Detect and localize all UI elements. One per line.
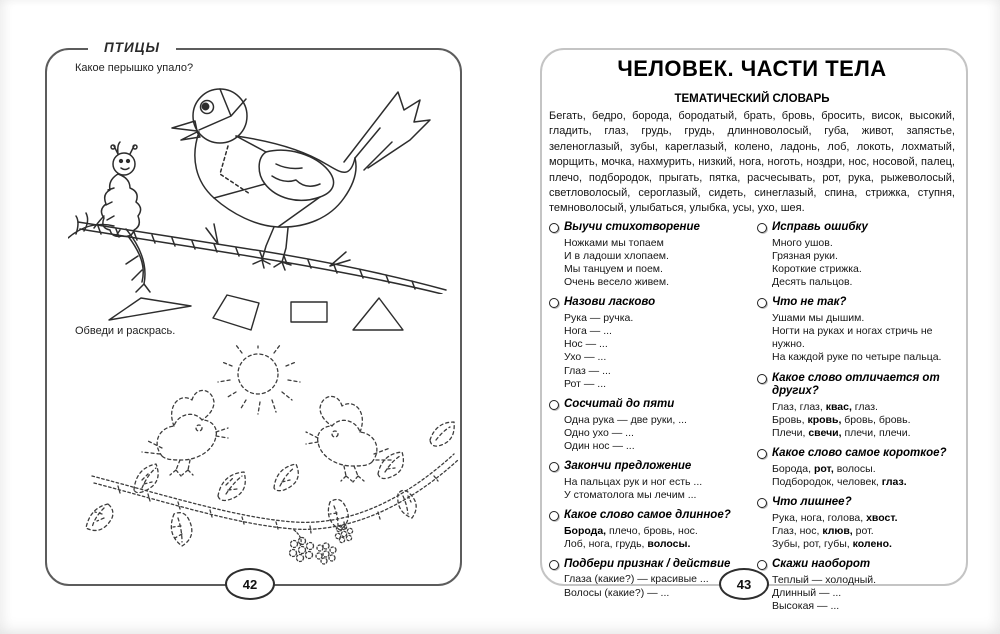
trace-picture-illustration (78, 344, 466, 570)
exercise-line: Мы танцуем и поем. (564, 262, 663, 275)
exercise-line: Плечи, свечи, плечи, плечи. (772, 427, 911, 440)
exercise-line: У стоматолога мы лечим ... (564, 488, 697, 501)
sun-rays (218, 345, 300, 414)
task-which-feather-fell: Какое перышко упало? (75, 62, 194, 74)
left-page-header: ПТИЦЫ (88, 39, 176, 57)
exercise-title (757, 296, 958, 310)
circle-bullet-icon (757, 449, 767, 459)
rectangle-shape (291, 302, 327, 322)
exercise-line: Одна рука — две руки, ... (564, 413, 687, 426)
task-trace-and-color: Обведи и раскрась. (75, 325, 176, 337)
exercise-line: Одно ухо — ... (564, 426, 634, 439)
exercise-line: На каждой руке по четыре пальца. (772, 351, 942, 364)
exercise-title-text: Сосчитай до пяти (564, 398, 675, 411)
circle-bullet-icon (549, 511, 559, 521)
exercise-section (757, 221, 958, 289)
exercise-section (549, 398, 750, 453)
exercises-column-left (549, 221, 750, 607)
exercise-title (549, 509, 750, 523)
exercise-line: Глаз, глаз, квас, глаз. (772, 400, 878, 413)
exercise-line: Ушами мы дышим. (772, 311, 865, 324)
exercise-line: Борода, плечо, бровь, нос. (564, 524, 698, 537)
exercise-title-text: Скажи наоборот (772, 558, 871, 571)
exercise-title (757, 221, 958, 235)
exercise-line: Глаза (какие?) — красивые ... (564, 573, 709, 586)
exercise-title (549, 558, 750, 572)
exercise-line: Теплый — холодный. (772, 573, 877, 586)
exercise-title-text: Что не так? (772, 296, 847, 309)
circle-bullet-icon (757, 374, 767, 384)
exercises-column-right (757, 221, 958, 620)
exercise-line: Зубы, рот, губы, колено. (772, 538, 892, 551)
exercise-title-text: Выучи стихотворение (564, 221, 700, 233)
exercise-title (757, 447, 958, 461)
exercise-line: Короткие стрижка. (772, 262, 862, 275)
exercise-line: Высокая — ... (772, 600, 840, 613)
exercise-title-text: Какое слово самое короткое? (772, 447, 947, 460)
circle-bullet-icon (549, 298, 559, 308)
exercise-section (549, 221, 750, 289)
exercise-line: Ножками мы топаем (564, 236, 664, 249)
exercise-title-text: Исправь ошибку (772, 221, 868, 233)
exercise-section (549, 296, 750, 391)
circle-bullet-icon (757, 223, 767, 233)
thematic-dictionary-text: Бегать, бедро, борода, бородатый, брать, бровь, бросить, висок, высокий, гладить, глаз, грудь, грудь, длинноволосый, губа, живот, запястье, зеленоглазый, зубы, кареглазый, колено, ладонь, лоб, локоть, лохматый, морщить, мочка, нахмурить, низкий, нога, ноготь, ноздри, нос, носовой, палец, плечо, подбородок, прыгать, пятка, расчесывать, рот, рука, рыжеволосый, светловолосый, сероглазый, сидеть, синеглазый, спина, стрижка, ступня, темноволосый, улыбаться, улыбка, усы, ухо, шея. (549, 110, 955, 215)
circle-bullet-icon (757, 498, 767, 508)
exercise-section (757, 558, 958, 613)
exercise-line: Десять пальцов. (772, 276, 853, 289)
exercise-section (757, 372, 958, 441)
exercise-line: Рука — ручка. (564, 311, 634, 324)
exercise-section (549, 509, 750, 551)
exercise-line: Рот — ... (564, 377, 607, 390)
exercise-line: Нос — ... (564, 338, 608, 351)
right-page-title: ЧЕЛОВЕК. ЧАСТИ ТЕЛА (617, 56, 887, 81)
exercise-title (549, 296, 750, 310)
exercise-section (549, 460, 750, 502)
circle-bullet-icon (549, 400, 559, 410)
exercise-title (757, 496, 958, 510)
exercise-line: Один нос — ... (564, 439, 635, 452)
exercise-line: Ухо — ... (564, 351, 607, 364)
exercise-line: Борода, рот, волосы. (772, 462, 876, 475)
triangle-shape (353, 298, 403, 330)
exercise-section (757, 496, 958, 551)
exercise-title-text: Какое слово отличается от других? (772, 371, 940, 398)
trace-flowers (290, 524, 353, 564)
exercise-line: Глаз — ... (564, 364, 611, 377)
left-page-number: 42 (225, 568, 275, 600)
exercise-title-text: Что лишнее? (772, 496, 852, 509)
trace-bird-right (306, 396, 394, 482)
exercise-line: И в ладоши хлопаем. (564, 249, 669, 262)
exercise-line: На пальцах рук и ног есть ... (564, 475, 703, 488)
exercise-line: Глаз, нос, клюв, рот. (772, 524, 874, 537)
exercise-line: Волосы (какие?) — ... (564, 586, 670, 599)
exercise-line: Грязная руки. (772, 249, 838, 262)
exercise-line: Рука, нога, голова, хвост. (772, 511, 898, 524)
circle-bullet-icon (549, 560, 559, 570)
exercise-section (757, 296, 958, 364)
thin-triangle-shape (109, 298, 191, 320)
circle-bullet-icon (549, 462, 559, 472)
quadrilateral-shape (213, 295, 259, 330)
exercise-line: Подбородок, человек, глаз. (772, 475, 907, 488)
exercise-line: Лоб, нога, грудь, волосы. (564, 537, 691, 550)
exercise-line: Много ушов. (772, 236, 833, 249)
circle-bullet-icon (549, 223, 559, 233)
exercise-title (757, 558, 958, 572)
right-page-subtitle: ТЕМАТИЧЕСКИЙ СЛОВАРЬ (674, 93, 830, 105)
right-page-number: 43 (719, 568, 769, 600)
exercise-line: Длинный — ... (772, 586, 842, 599)
exercise-title (757, 372, 958, 399)
trace-bird-left (142, 390, 228, 476)
exercise-line: Бровь, кровь, бровь, бровь. (772, 413, 911, 426)
trace-leaves (86, 422, 454, 546)
exercise-title (549, 221, 750, 235)
circle-bullet-icon (757, 560, 767, 570)
exercise-line: Нога — ... (564, 325, 612, 338)
exercise-title-text: Какое слово самое длинное? (564, 509, 731, 522)
bird-on-branch-illustration (68, 76, 460, 294)
exercise-line: Очень весело живем. (564, 276, 670, 289)
exercise-title-text: Назови ласково (564, 296, 656, 309)
exercise-title (549, 460, 750, 474)
exercise-title-text: Закончи предложение (564, 460, 692, 473)
exercise-title (549, 398, 750, 412)
exercise-line: Ногти на руках и ногах стричь не нужно. (772, 325, 933, 351)
exercise-section (757, 447, 958, 489)
circle-bullet-icon (757, 298, 767, 308)
exercise-title-text: Подбери признак / действие (564, 557, 731, 570)
